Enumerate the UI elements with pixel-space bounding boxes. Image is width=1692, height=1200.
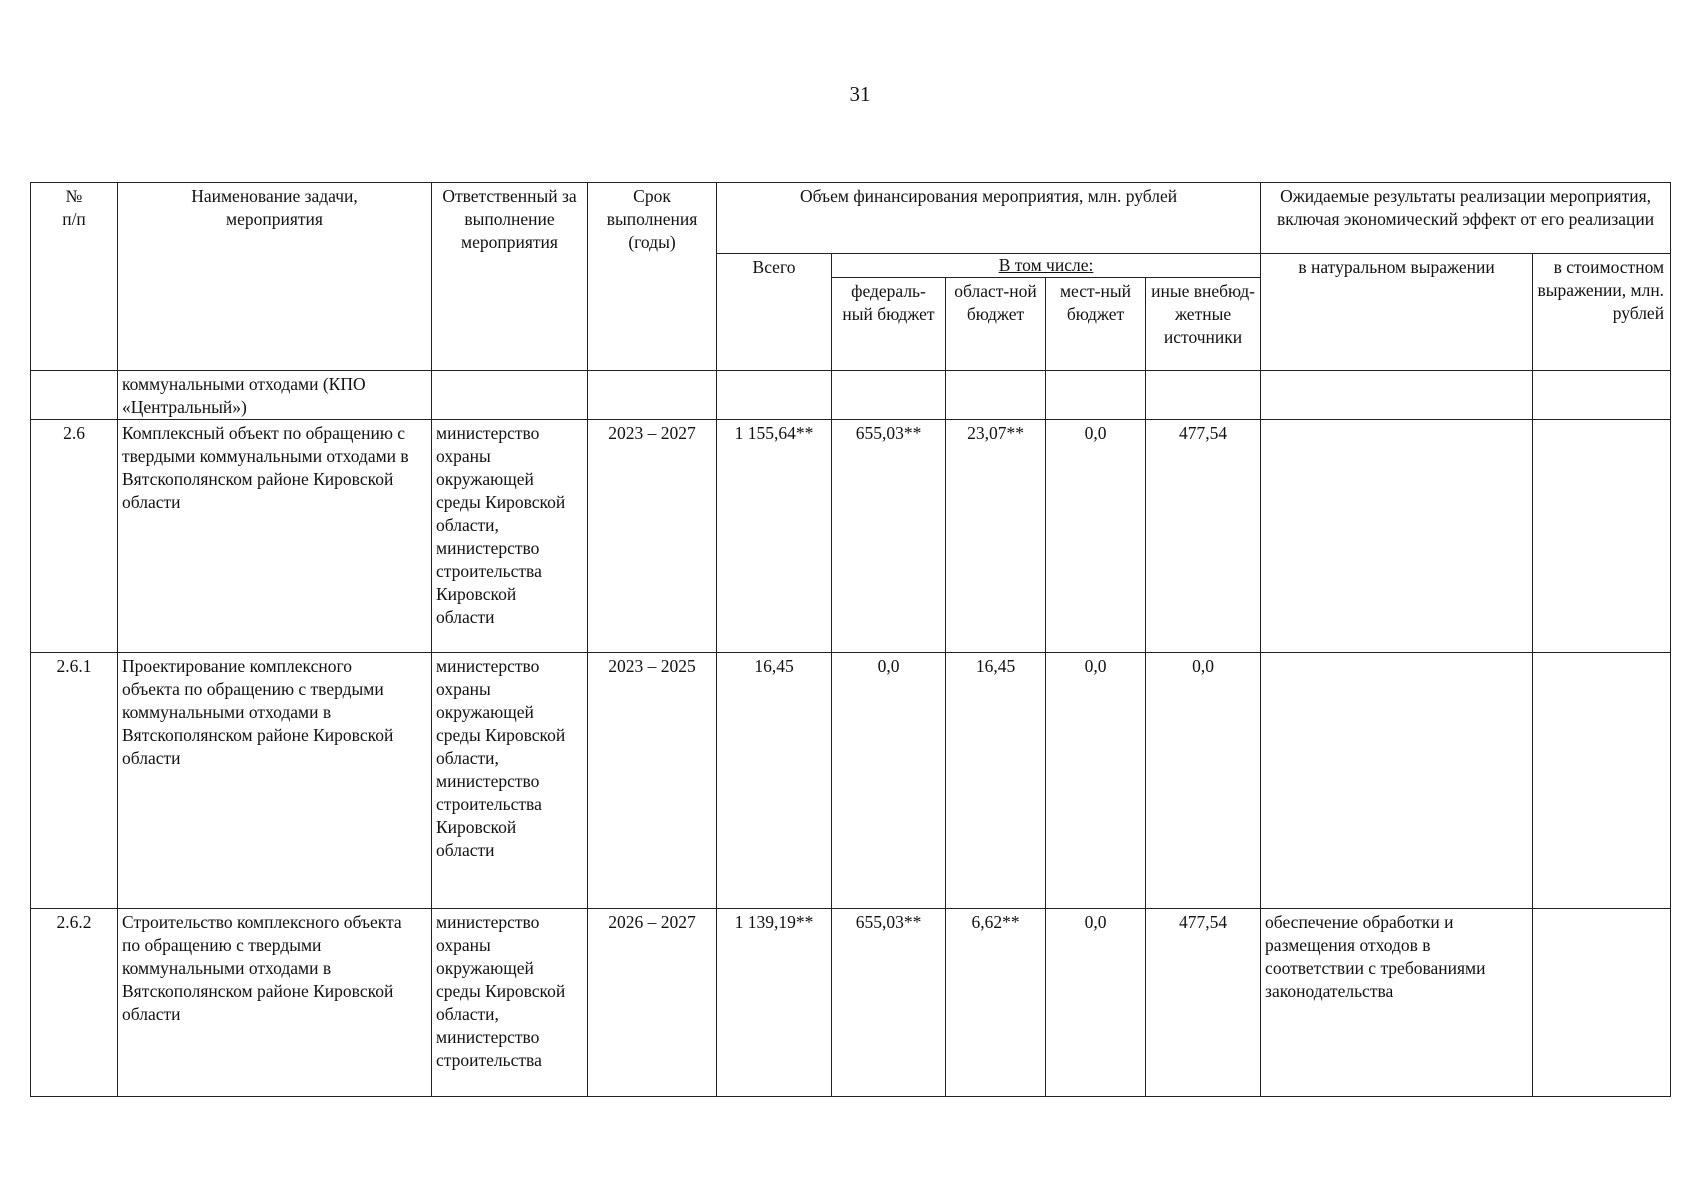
cell-responsible: министерство охраны окружающей среды Кировской области, министерство строительства Кировской области <box>432 420 588 653</box>
cell-federal: 0,0 <box>832 653 946 909</box>
cell-total: 1 139,19** <box>717 909 832 1097</box>
cell-regional: 16,45 <box>946 653 1046 909</box>
cell-name: Проектирование комплексного объекта по обращению с твердыми коммунальными отходами в Вятскополянском районе Кировской области <box>118 653 432 909</box>
cell-name: Строительство комплексного объекта по обращению с твердыми коммунальными отходами в Вятскополянском районе Кировской области <box>118 909 432 1097</box>
header-federal: федераль-ный бюджет <box>832 278 946 371</box>
header-natural: в натуральном выражении <box>1261 254 1533 371</box>
cell-other: 0,0 <box>1146 653 1261 909</box>
cell-regional: 6,62** <box>946 909 1046 1097</box>
header-including-label: В том числе: <box>998 255 1094 275</box>
header-total: Всего <box>717 254 832 371</box>
cell-other <box>1146 371 1261 420</box>
header-cost: в стоимостном выражении, млн. рублей <box>1533 254 1671 371</box>
table-row <box>31 653 1671 909</box>
cell-regional <box>946 371 1046 420</box>
cell-other: 477,54 <box>1146 420 1261 653</box>
header-number-line2: п/п <box>62 209 86 229</box>
header-local: мест-ный бюджет <box>1046 278 1146 371</box>
cell-cost <box>1533 909 1671 1097</box>
header-name: Наименование задачи, мероприятия <box>118 183 432 371</box>
cell-num: 2.6.2 <box>31 909 118 1097</box>
cell-num <box>31 371 118 420</box>
cell-regional: 23,07** <box>946 420 1046 653</box>
cell-cost <box>1533 371 1671 420</box>
header-row-1 <box>31 183 1671 254</box>
header-funding: Объем финансирования мероприятия, млн. рублей <box>717 183 1261 254</box>
cell-natural: обеспечение обработки и размещения отходов в соответствии с требованиями законодательства <box>1261 909 1533 1097</box>
funding-table <box>30 182 1671 1097</box>
cell-responsible: министерство охраны окружающей среды Кировской области, министерство строительства <box>432 909 588 1097</box>
cell-period <box>588 371 717 420</box>
header-responsible: Ответственный за выполнение мероприятия <box>432 183 588 371</box>
cell-name: коммунальными отходами (КПО «Центральный») <box>118 371 432 420</box>
cell-total: 1 155,64** <box>717 420 832 653</box>
cell-responsible: министерство охраны окружающей среды Кировской области, министерство строительства Кировской области <box>432 653 588 909</box>
cell-num: 2.6.1 <box>31 653 118 909</box>
page-number: 31 <box>849 82 871 106</box>
cell-name: Комплексный объект по обращению с твердыми коммунальными отходами в Вятскополянском районе Кировской области <box>118 420 432 653</box>
cell-period: 2023 – 2027 <box>588 420 717 653</box>
cell-period: 2026 – 2027 <box>588 909 717 1097</box>
cell-federal <box>832 371 946 420</box>
cell-total: 16,45 <box>717 653 832 909</box>
table-row <box>31 909 1671 1097</box>
cell-natural <box>1261 420 1533 653</box>
header-number <box>31 183 118 371</box>
cell-total <box>717 371 832 420</box>
cell-local: 0,0 <box>1046 420 1146 653</box>
cell-natural <box>1261 653 1533 909</box>
header-regional: област-ной бюджет <box>946 278 1046 371</box>
continuation-row <box>31 371 1671 420</box>
cell-local: 0,0 <box>1046 653 1146 909</box>
header-number-line1: № <box>65 186 83 206</box>
header-period: Срок выполнения (годы) <box>588 183 717 371</box>
cell-cost <box>1533 420 1671 653</box>
header-including <box>832 254 1261 278</box>
cell-local: 0,0 <box>1046 909 1146 1097</box>
cell-period: 2023 – 2025 <box>588 653 717 909</box>
cell-federal: 655,03** <box>832 420 946 653</box>
cell-local <box>1046 371 1146 420</box>
cell-federal: 655,03** <box>832 909 946 1097</box>
cell-natural <box>1261 371 1533 420</box>
cell-other: 477,54 <box>1146 909 1261 1097</box>
table-row <box>31 420 1671 653</box>
cell-responsible <box>432 371 588 420</box>
header-results: Ожидаемые результаты реализации мероприятия, включая экономический эффект от его реализации <box>1261 183 1671 254</box>
cell-num: 2.6 <box>31 420 118 653</box>
header-other: иные внебюд-жетные источники <box>1146 278 1261 371</box>
cell-cost <box>1533 653 1671 909</box>
